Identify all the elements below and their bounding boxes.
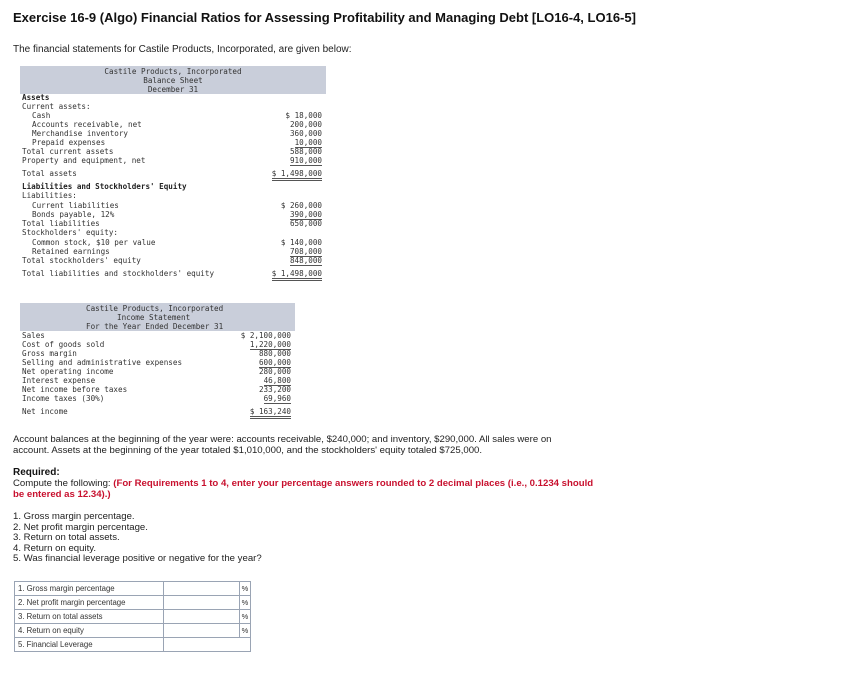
beginning-balances-line-1: Account balances at the beginning of the year were: accounts receivable, $240,000; and inventory, $290,000. All sales were on xyxy=(13,434,552,445)
required-rounding-note: (For Requirements 1 to 4, enter your percentage answers rounded to 2 decimal places (i.e., 0.1234 should be entered as 12.34).) xyxy=(13,478,594,500)
bs-row-prepaid: Prepaid expenses 10,000 xyxy=(32,138,322,147)
answer-label: 3. Return on total assets xyxy=(15,610,164,624)
requirement-item: 4. Return on equity. xyxy=(13,542,97,554)
requirement-item: 2. Net profit margin percentage. xyxy=(13,521,148,533)
bs-row-property: Property and equipment, net 910,000 xyxy=(22,156,322,165)
bs-row-assets: Assets xyxy=(22,93,50,102)
answer-row-return-on-assets xyxy=(15,610,251,624)
bs-row-total-equity: Total stockholders' equity 848,000 xyxy=(22,256,322,265)
bs-row-common-stock: Common stock, $10 per value $ 140,000 xyxy=(32,238,322,247)
page-title: Exercise 16-9 (Algo) Financial Ratios for Assessing Profitability and Managing Debt [LO16-4, LO16-5] xyxy=(13,10,636,25)
return-on-equity-input[interactable] xyxy=(164,624,240,638)
balance-sheet-header xyxy=(20,66,326,94)
bs-row-total-current-assets: Total current assets 588,000 xyxy=(22,147,322,156)
company-name: Castile Products, Incorporated xyxy=(104,67,242,76)
bs-row-retained-earnings: Retained earnings 708,000 xyxy=(32,247,322,256)
statement-name: Income Statement xyxy=(117,313,191,322)
is-row-cogs: Cost of goods sold 1,220,000 xyxy=(22,340,291,349)
required-lead: Compute the following: xyxy=(13,478,114,489)
bs-row-liabilities: Liabilities: xyxy=(22,191,77,200)
financial-leverage-select[interactable] xyxy=(164,638,251,652)
answer-label: 4. Return on equity xyxy=(15,624,164,638)
beginning-balances-line-2: account. Assets at the beginning of the year totaled $1,010,000, and the stockholders' equity totaled $725,000. xyxy=(13,445,483,456)
percent-unit: % xyxy=(240,582,251,596)
percent-unit: % xyxy=(240,596,251,610)
bs-row-inventory: Merchandise inventory 360,000 xyxy=(32,129,322,138)
bs-row-liabilities-equity-heading: Liabilities and Stockholders' Equity xyxy=(22,182,187,191)
requirement-item: 5. Was financial leverage positive or negative for the year? xyxy=(13,553,262,564)
return-on-assets-input[interactable] xyxy=(164,610,240,624)
is-row-interest-expense: Interest expense 46,800 xyxy=(22,376,291,385)
balance-sheet xyxy=(20,66,326,283)
bs-row-stockholders-equity: Stockholders' equity: xyxy=(22,228,119,237)
answer-table xyxy=(14,581,251,652)
bs-row-total-assets: Total assets $ 1,498,000 xyxy=(20,169,326,178)
answer-label: 1. Gross margin percentage xyxy=(15,582,164,596)
income-statement xyxy=(20,303,295,420)
is-row-net-income: Net income $ 163,240 xyxy=(20,407,295,416)
is-row-income-taxes: Income taxes (30%) 69,960 xyxy=(22,394,291,403)
percent-unit: % xyxy=(240,610,251,624)
requirement-item: 1. Gross margin percentage. xyxy=(13,511,135,522)
is-row-selling-admin: Selling and administrative expenses 600,000 xyxy=(22,358,291,367)
requirements-list xyxy=(13,512,262,565)
bs-row-current-liabilities: Current liabilities $ 260,000 xyxy=(32,201,322,210)
bs-row-current-assets: Current assets: xyxy=(22,102,91,111)
statement-period: For the Year Ended December 31 xyxy=(86,322,224,331)
income-statement-header xyxy=(20,303,295,331)
answer-row-return-on-equity xyxy=(15,624,251,638)
is-row-net-operating-income: Net operating income 280,000 xyxy=(22,367,291,376)
answer-row-gross-margin xyxy=(15,582,251,596)
bs-row-total-liabilities: Total liabilities 650,000 xyxy=(22,219,322,228)
intro-text: The financial statements for Castile Products, Incorporated, are given below: xyxy=(13,44,352,55)
bs-row-cash: Cash $ 18,000 xyxy=(32,111,322,120)
gross-margin-input[interactable] xyxy=(164,582,240,596)
statement-date: December 31 xyxy=(147,85,199,94)
is-row-gross-margin: Gross margin 880,000 xyxy=(22,349,291,358)
answer-label: 5. Financial Leverage xyxy=(15,638,164,652)
requirement-item: 3. Return on total assets. xyxy=(13,532,120,543)
percent-unit: % xyxy=(240,624,251,638)
bs-row-accounts-receivable: Accounts receivable, net 200,000 xyxy=(32,120,322,129)
statement-name: Balance Sheet xyxy=(143,76,203,85)
required-heading: Required: xyxy=(13,467,60,478)
is-row-net-income-before-taxes: Net income before taxes 233,200 xyxy=(22,385,291,394)
answer-label: 2. Net profit margin percentage xyxy=(15,596,164,610)
bs-row-bonds-payable: Bonds payable, 12% 390,000 xyxy=(32,210,322,219)
answer-row-net-profit-margin xyxy=(15,596,251,610)
is-row-sales: Sales $ 2,100,000 xyxy=(22,331,291,340)
net-profit-margin-input[interactable] xyxy=(164,596,240,610)
answer-row-financial-leverage xyxy=(15,638,251,652)
required-instructions xyxy=(13,478,603,500)
company-name: Castile Products, Incorporated xyxy=(86,304,224,313)
bs-row-total-liabilities-equity: Total liabilities and stockholders' equity $ 1,498,000 xyxy=(20,269,326,278)
